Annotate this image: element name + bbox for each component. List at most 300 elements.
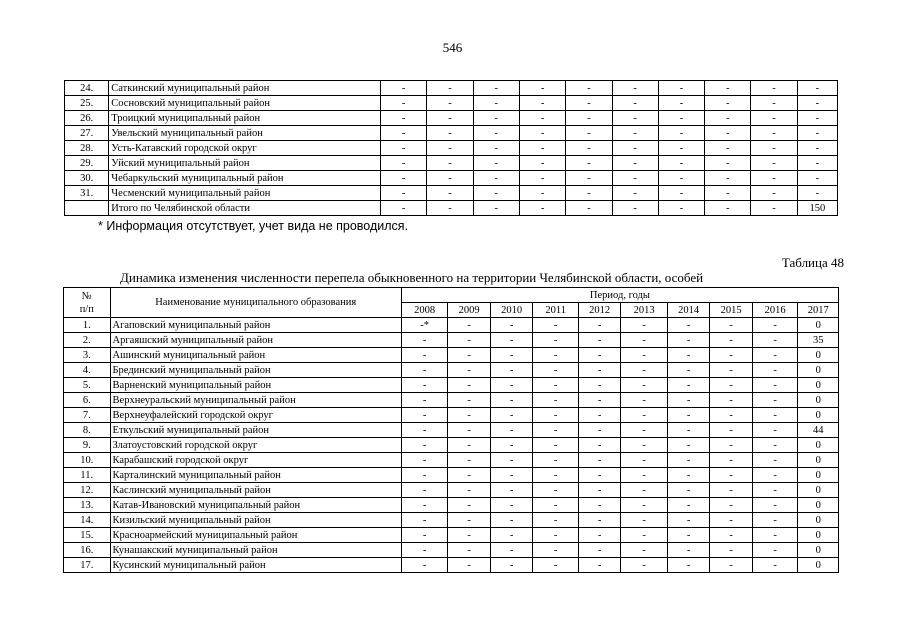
value-cell: -: [705, 156, 751, 171]
value-cell: -: [710, 453, 752, 468]
table-row: [65, 186, 838, 201]
value-cell: -: [797, 81, 837, 96]
table-continuation: [64, 80, 838, 216]
value-cell: -: [490, 348, 532, 363]
municipality-name: Брединский муниципальный район: [110, 363, 401, 378]
value-cell: -: [566, 171, 612, 186]
value-cell: -: [401, 468, 448, 483]
value-cell: -: [667, 438, 709, 453]
row-number: 26.: [65, 111, 109, 126]
value-cell: -: [667, 513, 709, 528]
value-cell: -: [751, 81, 797, 96]
value-cell: -: [490, 408, 532, 423]
value-cell: -: [490, 393, 532, 408]
row-number: 25.: [65, 96, 109, 111]
value-cell: 0: [798, 363, 839, 378]
value-cell: -: [621, 468, 668, 483]
municipality-name: Верхнеуральский муниципальный район: [110, 393, 401, 408]
row-number: 13.: [64, 498, 111, 513]
value-cell: -: [427, 81, 473, 96]
municipality-name: Усть-Катавский городской округ: [109, 141, 381, 156]
table-row: [65, 111, 838, 126]
value-cell: 0: [798, 393, 839, 408]
value-cell: -: [448, 378, 490, 393]
value-cell: -: [448, 468, 490, 483]
row-number: 2.: [64, 333, 111, 348]
value-cell: -: [533, 558, 579, 573]
value-cell: -: [473, 96, 519, 111]
value-cell: -: [621, 318, 668, 333]
value-cell: -: [381, 186, 427, 201]
header-year: 2015: [710, 303, 752, 318]
header-year: 2014: [667, 303, 709, 318]
value-cell: -: [533, 483, 579, 498]
row-number: 1.: [64, 318, 111, 333]
value-cell: -: [401, 453, 448, 468]
value-cell: -: [519, 171, 565, 186]
value-cell: -: [621, 333, 668, 348]
value-cell: -: [533, 333, 579, 348]
value-cell: -: [490, 363, 532, 378]
value-cell: -: [578, 393, 620, 408]
value-cell: -: [621, 543, 668, 558]
value-cell: -: [710, 438, 752, 453]
value-cell: -: [578, 318, 620, 333]
header-number-line1: №: [81, 290, 92, 302]
table-row: [64, 483, 839, 498]
value-cell: -: [448, 528, 490, 543]
value-cell: -: [401, 408, 448, 423]
value-cell: -: [473, 156, 519, 171]
value-cell: -: [490, 558, 532, 573]
municipality-name: Чесменский муниципальный район: [109, 186, 381, 201]
value-cell: -: [658, 111, 704, 126]
value-cell: -: [448, 558, 490, 573]
value-cell: -: [752, 483, 798, 498]
table-title: Динамика изменения численности перепела обыкновенного на территории Челябинской области, особей: [120, 270, 704, 285]
table-row: [64, 318, 839, 333]
value-cell: -: [667, 423, 709, 438]
value-cell: -: [381, 126, 427, 141]
value-cell: -: [621, 483, 668, 498]
row-number: 27.: [65, 126, 109, 141]
row-number: 8.: [64, 423, 111, 438]
value-cell: -: [578, 363, 620, 378]
value-cell: -: [710, 483, 752, 498]
value-cell: -: [519, 186, 565, 201]
value-cell: -: [427, 186, 473, 201]
value-cell: -: [566, 81, 612, 96]
value-cell: -: [705, 201, 751, 216]
municipality-name: Еткульский муниципальный район: [110, 423, 401, 438]
value-cell: 0: [798, 498, 839, 513]
value-cell: -: [490, 438, 532, 453]
value-cell: -: [473, 141, 519, 156]
value-cell: -: [710, 423, 752, 438]
row-number: 5.: [64, 378, 111, 393]
value-cell: -: [752, 408, 798, 423]
value-cell: 150: [797, 201, 837, 216]
value-cell: -: [752, 543, 798, 558]
header-year: 2012: [578, 303, 620, 318]
value-cell: -: [448, 393, 490, 408]
table-row: [64, 363, 839, 378]
value-cell: -: [752, 438, 798, 453]
row-number: 16.: [64, 543, 111, 558]
value-cell: -: [473, 81, 519, 96]
value-cell: -: [533, 393, 579, 408]
value-cell: -: [473, 201, 519, 216]
value-cell: -: [448, 543, 490, 558]
value-cell: -: [621, 438, 668, 453]
value-cell: -: [751, 126, 797, 141]
value-cell: -: [427, 96, 473, 111]
value-cell: -: [797, 96, 837, 111]
value-cell: -: [797, 141, 837, 156]
value-cell: -: [621, 408, 668, 423]
value-cell: -: [578, 468, 620, 483]
value-cell: -: [705, 111, 751, 126]
value-cell: 0: [798, 483, 839, 498]
value-cell: -: [519, 126, 565, 141]
table-label: Таблица 48: [781, 255, 844, 270]
value-cell: -: [381, 171, 427, 186]
municipality-name: Верхнеуфалейский городской округ: [110, 408, 401, 423]
value-cell: -: [448, 408, 490, 423]
value-cell: -: [797, 111, 837, 126]
value-cell: -: [578, 378, 620, 393]
row-number: 10.: [64, 453, 111, 468]
population-table: [63, 287, 839, 573]
value-cell: -: [667, 333, 709, 348]
value-cell: -: [667, 378, 709, 393]
value-cell: -: [566, 186, 612, 201]
value-cell: -: [710, 393, 752, 408]
value-cell: -: [566, 111, 612, 126]
value-cell: -: [797, 156, 837, 171]
value-cell: -: [705, 186, 751, 201]
value-cell: -: [473, 126, 519, 141]
municipality-name: Итого по Челябинской области: [109, 201, 381, 216]
value-cell: -: [533, 513, 579, 528]
header-number-line2: п/п: [79, 303, 94, 315]
value-cell: -: [752, 423, 798, 438]
header-year: 2010: [490, 303, 532, 318]
row-number: 4.: [64, 363, 111, 378]
value-cell: -: [490, 378, 532, 393]
value-cell: 0: [798, 543, 839, 558]
value-cell: -: [519, 111, 565, 126]
municipality-name: Аргаяшский муниципальный район: [110, 333, 401, 348]
value-cell: -: [667, 363, 709, 378]
value-cell: -: [519, 96, 565, 111]
value-cell: -: [381, 111, 427, 126]
table-row: [65, 126, 838, 141]
value-cell: 0: [798, 348, 839, 363]
value-cell: -: [448, 513, 490, 528]
value-cell: -: [667, 393, 709, 408]
value-cell: -: [490, 513, 532, 528]
value-cell: -: [490, 483, 532, 498]
value-cell: -: [751, 141, 797, 156]
municipality-name: Катав-Ивановский муниципальный район: [110, 498, 401, 513]
municipality-name: Красноармейский муниципальный район: [110, 528, 401, 543]
value-cell: -: [578, 513, 620, 528]
municipality-name: Кунашакский муниципальный район: [110, 543, 401, 558]
value-cell: -: [448, 333, 490, 348]
value-cell: -: [427, 141, 473, 156]
value-cell: -: [401, 513, 448, 528]
value-cell: -: [578, 528, 620, 543]
value-cell: -: [710, 318, 752, 333]
header-name: Наименование муниципального образования: [110, 288, 401, 318]
table-row: [64, 423, 839, 438]
value-cell: -: [473, 186, 519, 201]
value-cell: -: [710, 468, 752, 483]
value-cell: -: [578, 453, 620, 468]
value-cell: -: [533, 378, 579, 393]
municipality-name: Троицкий муниципальный район: [109, 111, 381, 126]
value-cell: -: [612, 171, 658, 186]
value-cell: -: [566, 126, 612, 141]
value-cell: -: [566, 201, 612, 216]
value-cell: -: [705, 126, 751, 141]
row-number: 29.: [65, 156, 109, 171]
value-cell: -: [566, 96, 612, 111]
value-cell: -: [533, 318, 579, 333]
row-number: 7.: [64, 408, 111, 423]
row-number: 28.: [65, 141, 109, 156]
table-row: [64, 528, 839, 543]
municipality-name: Кизильский муниципальный район: [110, 513, 401, 528]
value-cell: -: [658, 141, 704, 156]
value-cell: -: [710, 513, 752, 528]
value-cell: -: [533, 543, 579, 558]
value-cell: -: [710, 333, 752, 348]
value-cell: -: [473, 171, 519, 186]
municipality-name: Варненский муниципальный район: [110, 378, 401, 393]
table-row: [65, 201, 838, 216]
value-cell: -: [705, 96, 751, 111]
table-row: [64, 543, 839, 558]
value-cell: -: [427, 171, 473, 186]
value-cell: -: [490, 333, 532, 348]
value-cell: -: [667, 318, 709, 333]
header-period: Период, годы: [401, 288, 838, 303]
value-cell: -: [751, 186, 797, 201]
value-cell: -: [473, 111, 519, 126]
value-cell: -: [381, 156, 427, 171]
value-cell: -: [381, 141, 427, 156]
value-cell: -: [612, 96, 658, 111]
value-cell: -: [667, 498, 709, 513]
row-number: 24.: [65, 81, 109, 96]
value-cell: -: [490, 528, 532, 543]
value-cell: -: [566, 156, 612, 171]
value-cell: -: [533, 528, 579, 543]
municipality-name: Уйский муниципальный район: [109, 156, 381, 171]
row-number: 17.: [64, 558, 111, 573]
page-number: 546: [442, 40, 463, 55]
table-row: [64, 333, 839, 348]
value-cell: -: [710, 363, 752, 378]
value-cell: -: [401, 363, 448, 378]
value-cell: -: [752, 528, 798, 543]
row-number: 11.: [64, 468, 111, 483]
row-number: 6.: [64, 393, 111, 408]
value-cell: -: [752, 348, 798, 363]
value-cell: -: [621, 363, 668, 378]
value-cell: -: [578, 543, 620, 558]
value-cell: -: [427, 201, 473, 216]
value-cell: -: [621, 453, 668, 468]
value-cell: -: [752, 468, 798, 483]
value-cell: -: [519, 156, 565, 171]
value-cell: -: [621, 348, 668, 363]
value-cell: -: [621, 528, 668, 543]
value-cell: -: [578, 348, 620, 363]
value-cell: -: [621, 423, 668, 438]
value-cell: -: [710, 378, 752, 393]
footnote: * Информация отсутствует, учет вида не проводился.: [98, 219, 409, 233]
value-cell: -: [612, 156, 658, 171]
value-cell: -: [710, 543, 752, 558]
table-row: [64, 468, 839, 483]
value-cell: -: [621, 498, 668, 513]
header-year: 2011: [533, 303, 579, 318]
value-cell: -: [578, 483, 620, 498]
value-cell: -: [519, 81, 565, 96]
municipality-name: Ашинский муниципальный район: [110, 348, 401, 363]
value-cell: -: [667, 528, 709, 543]
value-cell: -*: [401, 318, 448, 333]
value-cell: -: [490, 453, 532, 468]
value-cell: -: [533, 438, 579, 453]
value-cell: -: [797, 186, 837, 201]
value-cell: -: [710, 528, 752, 543]
value-cell: -: [578, 423, 620, 438]
table-row: [64, 558, 839, 573]
value-cell: -: [533, 348, 579, 363]
value-cell: -: [533, 363, 579, 378]
value-cell: -: [751, 111, 797, 126]
value-cell: -: [621, 393, 668, 408]
row-number: 9.: [64, 438, 111, 453]
value-cell: -: [448, 423, 490, 438]
value-cell: -: [578, 558, 620, 573]
row-number: [65, 201, 109, 216]
value-cell: -: [658, 201, 704, 216]
value-cell: -: [533, 408, 579, 423]
value-cell: 0: [798, 453, 839, 468]
value-cell: -: [612, 186, 658, 201]
table-row: [64, 348, 839, 363]
value-cell: -: [533, 468, 579, 483]
header-year: 2016: [752, 303, 798, 318]
table-row: [65, 81, 838, 96]
table-row: [64, 453, 839, 468]
value-cell: -: [448, 318, 490, 333]
value-cell: -: [667, 408, 709, 423]
value-cell: -: [667, 543, 709, 558]
value-cell: 0: [798, 528, 839, 543]
table-row: [65, 156, 838, 171]
value-cell: 0: [798, 438, 839, 453]
value-cell: -: [612, 141, 658, 156]
municipality-name: Каслинский муниципальный район: [110, 483, 401, 498]
municipality-name: Чебаркульский муниципальный район: [109, 171, 381, 186]
value-cell: -: [751, 171, 797, 186]
value-cell: -: [797, 126, 837, 141]
row-number: 31.: [65, 186, 109, 201]
value-cell: -: [667, 468, 709, 483]
table-row: [64, 513, 839, 528]
value-cell: -: [751, 96, 797, 111]
value-cell: -: [448, 498, 490, 513]
value-cell: -: [752, 513, 798, 528]
value-cell: -: [667, 453, 709, 468]
value-cell: -: [533, 423, 579, 438]
value-cell: -: [667, 483, 709, 498]
value-cell: -: [427, 111, 473, 126]
value-cell: -: [401, 438, 448, 453]
value-cell: -: [621, 513, 668, 528]
table-row: [64, 438, 839, 453]
table-row: [65, 141, 838, 156]
value-cell: -: [797, 171, 837, 186]
municipality-name: Карабашский городской округ: [110, 453, 401, 468]
municipality-name: Увельский муниципальный район: [109, 126, 381, 141]
value-cell: -: [401, 483, 448, 498]
table-row: [65, 171, 838, 186]
value-cell: -: [658, 171, 704, 186]
value-cell: 0: [798, 318, 839, 333]
value-cell: -: [752, 558, 798, 573]
header-number: [64, 288, 111, 318]
value-cell: -: [710, 558, 752, 573]
municipality-name: Саткинский муниципальный район: [109, 81, 381, 96]
value-cell: 0: [798, 408, 839, 423]
value-cell: -: [401, 378, 448, 393]
value-cell: -: [752, 498, 798, 513]
value-cell: -: [401, 528, 448, 543]
value-cell: -: [401, 348, 448, 363]
value-cell: -: [401, 333, 448, 348]
value-cell: -: [578, 408, 620, 423]
value-cell: -: [533, 498, 579, 513]
value-cell: -: [667, 558, 709, 573]
value-cell: -: [752, 453, 798, 468]
value-cell: -: [752, 318, 798, 333]
municipality-name: Златоустовский городской округ: [110, 438, 401, 453]
header-year: 2017: [798, 303, 839, 318]
value-cell: -: [710, 408, 752, 423]
value-cell: -: [621, 558, 668, 573]
municipality-name: Сосновский муниципальный район: [109, 96, 381, 111]
header-year: 2008: [401, 303, 448, 318]
value-cell: -: [705, 81, 751, 96]
row-number: 14.: [64, 513, 111, 528]
value-cell: -: [658, 96, 704, 111]
value-cell: -: [612, 126, 658, 141]
value-cell: -: [401, 558, 448, 573]
value-cell: 0: [798, 513, 839, 528]
value-cell: -: [578, 333, 620, 348]
value-cell: -: [427, 126, 473, 141]
header-year: 2013: [621, 303, 668, 318]
value-cell: -: [658, 156, 704, 171]
value-cell: -: [751, 201, 797, 216]
